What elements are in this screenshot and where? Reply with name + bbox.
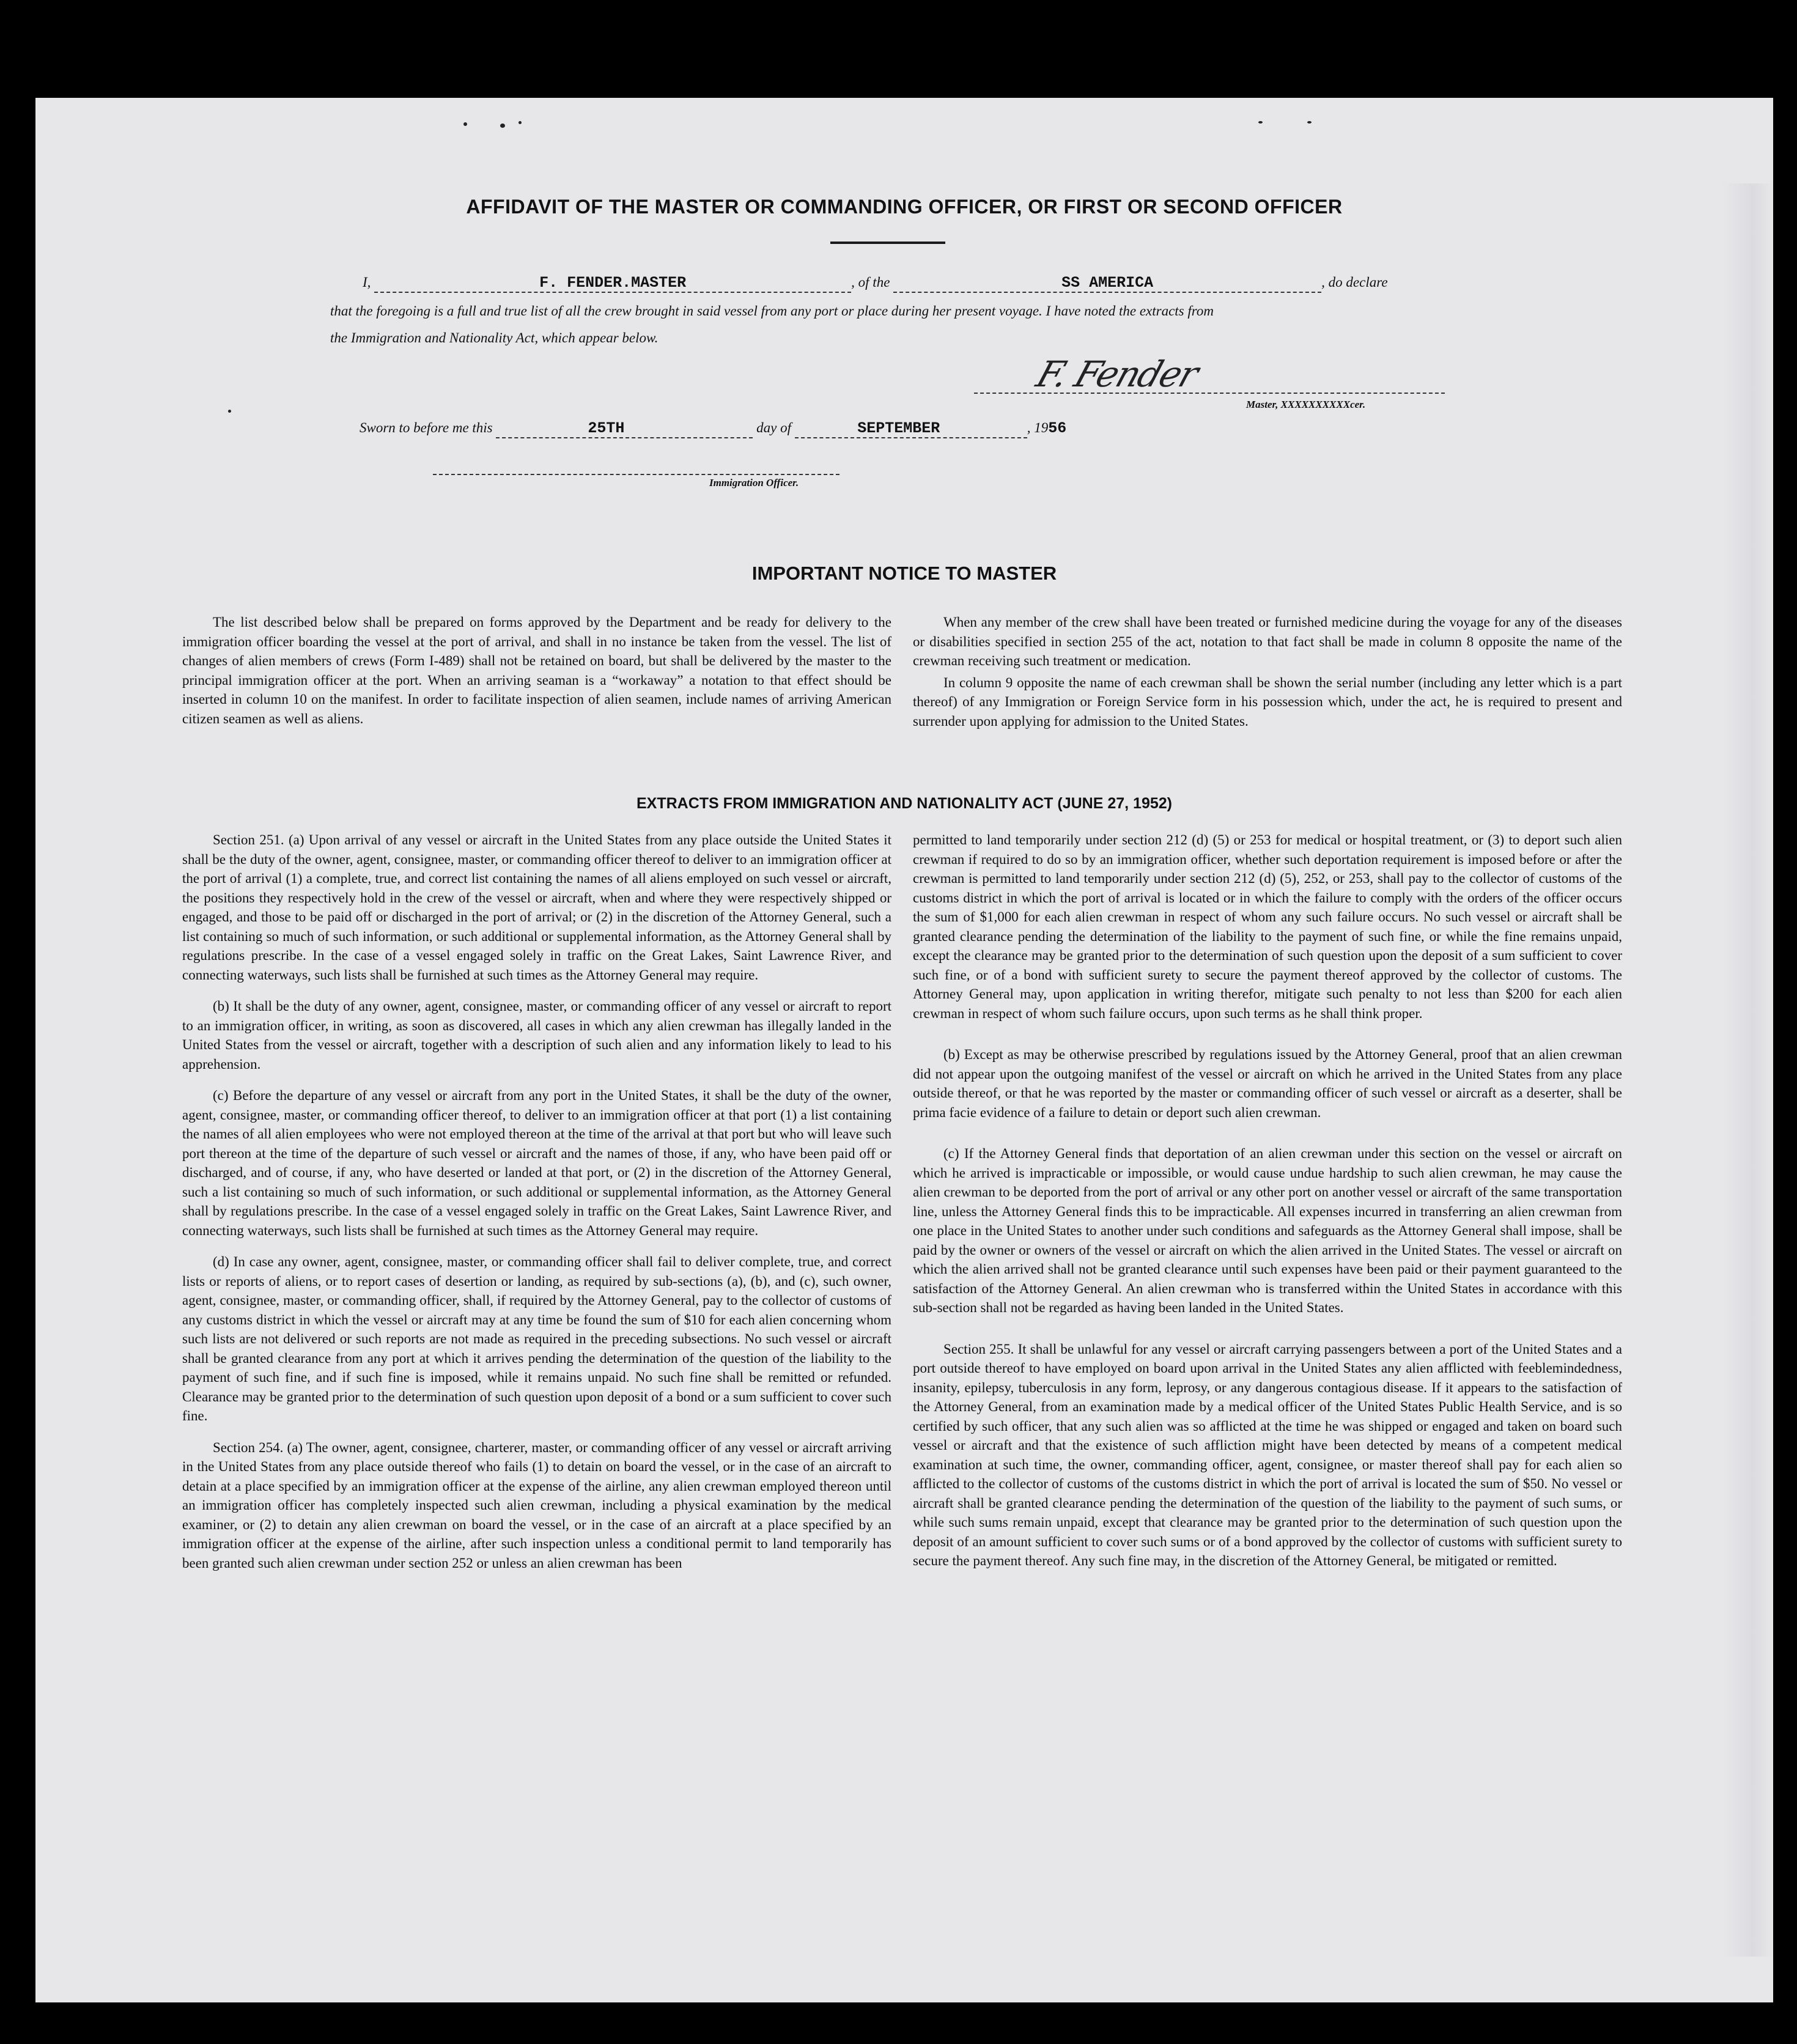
notice-title: IMPORTANT NOTICE TO MASTER bbox=[751, 563, 1057, 584]
officer-signature-line bbox=[433, 474, 839, 475]
master-signature: F. Fender bbox=[1031, 353, 1203, 395]
scan-speck bbox=[500, 124, 505, 128]
scan-speck bbox=[228, 410, 231, 413]
day-of-label: day of bbox=[756, 420, 791, 435]
i-label: I, bbox=[363, 275, 371, 290]
sworn-month-field bbox=[795, 419, 1027, 438]
section-251-a: Section 251. (a) Upon arrival of any vessel or aircraft in the United States from any place outside the United States it shall be the duty of the owner, agent, consignee, master, or commanding officer thereof to deliver to an immigration officer at the port of arrival (1) a complete, true, and correct list containing the names of all aliens employed on such vessel or aircraft, the positions they respectively hold in the crew of the vessel or aircraft, when and where they were respectively shipped or engaged, and those to be paid off or discharged in the port of arrival; or (2) in the discretion of the Attorney General, such a list containing so much of such information, or such additional or supplemental information, as the Attorney General shall by regulations prescribe. In the case of a vessel engaged solely in traffic on the Great Lakes, Saint Lawrence River, and connecting waterways, such lists shall be furnished at such times as the Attorney General may require. bbox=[182, 832, 891, 983]
notice-right-paragraph-1: When any member of the crew shall have been treated or furnished medicine during the voyage for any of the diseases or disabilities specified in section 255 of the act, notation to that fact shall be made in column 8 opposite the name of the crewman receiving such treatment or medication. bbox=[913, 614, 1622, 668]
extracts-left-column bbox=[182, 830, 891, 1585]
sworn-day-field bbox=[496, 419, 753, 438]
declarant-field bbox=[374, 274, 851, 293]
notice-left-column bbox=[182, 613, 891, 740]
of-the-label: , of the bbox=[851, 275, 890, 290]
extracts-right-column bbox=[913, 830, 1622, 1583]
declaration-line-3: the Immigration and Nationality Act, which appear below. bbox=[330, 330, 659, 345]
do-declare-label: , do declare bbox=[1321, 275, 1388, 290]
year-value: 56 bbox=[1048, 419, 1067, 437]
scan-speck bbox=[463, 122, 467, 126]
master-caption: Master, XXXXXXXXXXcer. bbox=[1246, 399, 1366, 410]
scan-speck bbox=[518, 121, 522, 124]
document-page bbox=[35, 98, 1773, 2002]
declarant-value: F. FENDER.MASTER bbox=[539, 274, 687, 292]
extracts-title: EXTRACTS FROM IMMIGRATION AND NATIONALITY ACT (JUNE 27, 1952) bbox=[637, 795, 1172, 812]
vessel-field bbox=[893, 274, 1321, 293]
section-254-b: (b) Except as may be otherwise prescribed by regulations issued by the Attorney General, proof that an alien crewman did not appear upon the outgoing manifest of the vessel or aircraft on which he arrived in the United States from any place outside thereof, or that he was reported by the master or commanding officer of such vessel or aircraft as a deserter, shall be prima facie evidence of a failure to detain or deport such alien crewman. bbox=[913, 1047, 1622, 1120]
scan-speck bbox=[1307, 121, 1312, 124]
section-251-b: (b) It shall be the duty of any owner, agent, consignee, master, or commanding officer of any vessel or aircraft to report to an immigration officer, in writing, as soon as discovered, all cases in which any alien crewman has illegally landed in the United States from the vessel or aircraft, together with a description of such alien and any information likely to lead to his apprehension. bbox=[182, 998, 891, 1072]
notice-left-paragraph: The list described below shall be prepared on forms approved by the Department and be ready for delivery to the immigration officer boarding the vessel at the port of arrival, and shall in no instance be taken from the vessel. The list of changes of alien members of crews (Form I-489) shall not be retained on board, but shall be delivered by the master to the principal immigration officer at the port. When an arriving seaman is a “workaway” a notation to that effect should be inserted in column 10 on the manifest. In order to facilitate inspection of alien seamen, include names of arriving American citizen seamen as well as aliens. bbox=[182, 614, 891, 726]
year-prefix: , 19 bbox=[1027, 420, 1049, 435]
title-rule bbox=[830, 242, 945, 244]
section-255: Section 255. It shall be unlawful for any vessel or aircraft carrying passengers between a port of the United States and a port outside thereof to have employed on board upon arrival in the United States any alien afflicted with feeblemindedness, insanity, epilepsy, tuberculosis in any form, leprosy, or any dangerous contagious disease. If it appears to the satisfaction of the Attorney General, from an examination made by a medical officer of the United States Public Health Service, and is so certified by such officer, that any such alien was so afflicted at the time he was shipped or engaged and taken on board such vessel or aircraft and that the existence of such affliction might have been detected by means of a competent medical examination at such time, the owner, commanding officer, agent, consignee, or master thereof shall pay for each alien so afflicted to the collector of customs of the customs district in which the port of arrival is located the sum of $50. No vessel or aircraft shall be granted clearance pending the determination of the question of the liability to the payment of such sums, or while such sums remain unpaid, except that clearance may be granted prior to the determination of such question upon the deposit of an amount sufficient to cover such sums or of a bond approved by the collector of customs with sufficient surety to secure the payment thereof. Any such fine may, in the discretion of the Attorney General, be mitigated or remitted. bbox=[913, 1341, 1622, 1568]
sworn-month-value: SEPTEMBER bbox=[857, 419, 940, 437]
vessel-value: SS AMERICA bbox=[1061, 274, 1154, 292]
declaration-line-2: that the foregoing is a full and true list of all the crew brought in said vessel from any port or place during her present voyage. I have noted the extracts from bbox=[330, 303, 1214, 319]
affidavit-title: AFFIDAVIT OF THE MASTER OR COMMANDING OFFICER, OR FIRST OR SECOND OFFICER bbox=[466, 196, 1343, 218]
section-254-a-continued: permitted to land temporarily under section 212 (d) (5) or 253 for medical or hospital treatment, or (3) to deport such alien crewman if required to do so by an immigration officer, whether such deportation requirement is imposed before or after the crewman is permitted to land temporarily under section 212 (d) (5), 252, or 253, shall pay to the collector of customs of the customs district in which the port of arrival is located or in which the failure to comply with the orders of the officer occurs the sum of $1,000 for each alien crewman in respect of whom any such failure occurs. No such vessel or aircraft shall be granted clearance pending the determination of the liability to the payment of such fine, or while the fine remains unpaid, except the clearance may be granted prior to the determination of such question upon the deposit of a sum sufficient to cover such fine, or of a bond with sufficient surety to secure the payment thereof approved by the collector of customs. The Attorney General may, upon application in writing therefor, mitigate such penalty to not less than $200 for each alien crewman in respect of whom such failure occurs, upon such terms as he shall think proper. bbox=[913, 832, 1622, 1021]
scan-speck bbox=[1258, 121, 1263, 124]
section-254-c: (c) If the Attorney General finds that deportation of an alien crewman under this section on the vessel or aircraft on which he arrived is impracticable or impossible, or would cause undue hardship to such alien crewman, he may cause the alien crewman to be deported from the port of arrival or any other port on another vessel or aircraft of the same transportation line, unless the Attorney General finds this to be impracticable. All expenses incurred in transferring an alien crewman from one place in the United States to another under such conditions and safeguards as the Attorney General shall impose, shall be paid by the owner or owners of the vessel or aircraft on which the alien arrived in the United States. The vessel or aircraft on which the alien arrived shall not be granted clearance until such expenses have been paid or their payment guaranteed to the satisfaction of the Attorney General. An alien crewman who is transferred within the United States in accordance with this sub-section shall not be regarded as having been landed in the United States. bbox=[913, 1146, 1622, 1315]
notice-right-paragraph-2: In column 9 opposite the name of each crewman shall be shown the serial number (including any letter which is a part thereof) of any Immigration or Foreign Service form in his possession which, under the act, he is required to present and surrender upon applying for admission to the United States. bbox=[913, 674, 1622, 729]
section-251-d: (d) In case any owner, agent, consignee, master, or commanding officer shall fail to deliver complete, true, and correct lists or reports of aliens, or to report cases of desertion or landing, as required by sub-sections (a), (b), and (c), such owner, agent, consignee, master, or commanding officer, shall, if required by the Attorney General, pay to the collector of customs of any customs district in which the vessel or aircraft may at any time be found the sum of $10 for each alien concerning whom such lists are not delivered or such reports are not made as required in the preceding subsections. No such vessel or aircraft shall be granted clearance from any port at which it arrives pending the determination of the question of the liability to the payment of such fine, and if such fine is imposed, while it remains unpaid. No such fine shall be remitted or refunded. Clearance may be granted prior to the determination of such question upon deposit of a bond or a sum sufficient to cover such fine. bbox=[182, 1254, 891, 1423]
sworn-day-value: 25TH bbox=[588, 419, 625, 437]
sworn-label: Sworn to before me this bbox=[360, 420, 493, 435]
officer-caption: Immigration Officer. bbox=[709, 477, 799, 489]
section-251-c: (c) Before the departure of any vessel or aircraft from any port in the United States, it shall be the duty of the owner, agent, consignee, master, or commanding officer thereof, to deliver to an immigration officer at that port (1) a list containing the names of all alien employees who were not employed thereon at the time of the arrival at that port but who will leave such port thereon at the time of the departure of such vessel or aircraft and the names of those, if any, who have been paid off or discharged, and of course, if any, who have deserted or landed at that port, or (2) in the discretion of the Attorney General, such a list containing so much of such information, or such additional or supplemental information, as the Attorney General shall by regulations prescribe. In the case of a vessel engaged solely in traffic on the Great Lakes, Saint Lawrence River, and connecting waterways, such lists shall be furnished at such times as the Attorney General may require. bbox=[182, 1088, 891, 1238]
section-254-a: Section 254. (a) The owner, agent, consignee, charterer, master, or commanding officer of any vessel or aircraft arriving in the United States from any place outside thereof who fails (1) to detain on board the vessel, or in the case of an aircraft to detain at a place specified by an immigration officer at the expense of the airline, any alien crewman employed thereon until an immigration officer has completely inspected such alien crewman, including a physical examination by the medical examiner, or (2) to detain any alien crewman on board the vessel, or in the case of an aircraft at a place specified by an immigration officer at the expense of the airline, after such inspection unless a conditional permit to land temporarily has been granted such alien crewman under section 252 or unless an alien crewman has been bbox=[182, 1439, 891, 1571]
declaration-line-1 bbox=[363, 274, 1500, 293]
sworn-line bbox=[360, 419, 1066, 438]
notice-right-column bbox=[913, 613, 1622, 743]
